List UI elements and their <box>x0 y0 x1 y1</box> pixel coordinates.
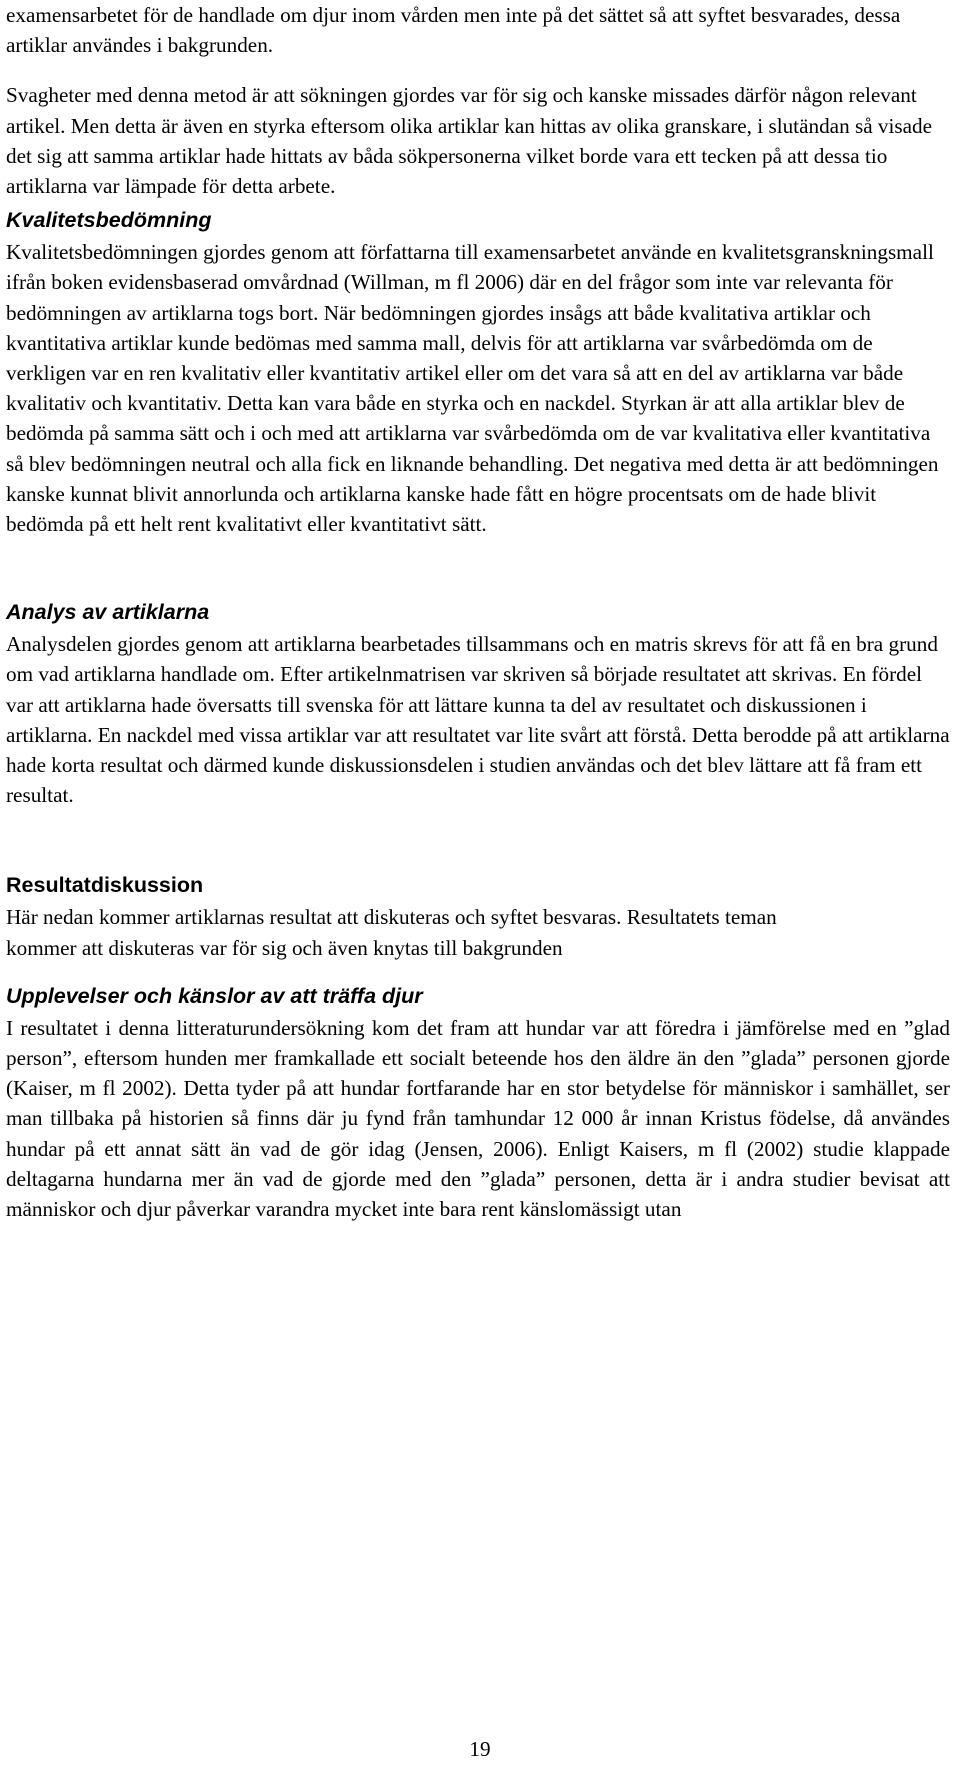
paragraph-intro: examensarbetet för de handlade om djur inom vården men inte på det sättet så att syftet besvarades, dessa artiklar användes i bakgrunden. <box>6 3 901 58</box>
paragraph-svagheter: Svagheter med denna metod är att sökningen gjordes var för sig och kanske missades därför någon relevant artikel. Men detta är även en styrka eftersom olika artiklar kan hittas av olika granskare, i slutändan så visade det sig att samma artiklar hade hittats av båda sökpersonerna vilket borde vara ett tecken på att dessa tio artiklarna var lämpade för detta arbete. <box>6 83 933 199</box>
paragraph-resultat: Här nedan kommer artiklarnas resultat att diskuteras och syftet besvaras. Resultatets teman kommer att diskuteras var för sig och även knytas till bakgrunden <box>6 905 777 960</box>
document-page <box>6 0 950 1224</box>
heading-analys: Analys av artiklarna <box>6 600 210 625</box>
heading-upplevelser: Upplevelser och känslor av att träffa djur <box>6 983 423 1008</box>
paragraph-upplevelser: I resultatet i denna litteraturundersökning kom det fram att hundar var att föredra i jämförelse med en ”glad person”, eftersom hunden mer framkallade ett socialt beteende hos den äldre än den ”glada” personen gjorde (Kaiser, m fl 2002). Detta tyder på att hundar fortfarande har en stor betydelse för människor i samhället, ser man tillbaka på historien så finns där ju fynd från tamhundar 12 000 år innan Kristus födelse, då användes hundar på ett annat sätt än vad de gör idag (Jensen, 2006). Enligt Kaisers, m fl (2002) studie klappade deltagarna hundarna mer än vad de gjorde med den ”glada” personen, detta är i andra studier bevisat att människor och djur påverkar varandra mycket inte bara rent känslomässigt utan <box>6 1015 950 1222</box>
paragraph-kvalitetsbedomning: Kvalitetsbedömningen gjordes genom att författarna till examensarbetet använde en kvalitetsgranskningsmall ifrån boken evidensbaserad omvårdnad (Willman, m fl 2006) där en del frågor som inte var relevanta för bedömningen av artiklarna togs bort. När bedömningen gjordes insågs att både kvalitativa artiklar och kvantitativa artiklar kunde bedömas med samma mall, delvis för att artiklarna var svårbedömda om de verkligen var en ren kvalitativ eller kvantitativ artikel eller om det vara så att en del av artiklarna var både kvalitativ och kvantitativ. Detta kan vara både en styrka och en nackdel. Styrkan är att alla artiklar blev de bedömda på samma sätt och i och med att artiklarna var svårbedömda om de var kvalitativa eller kvantitativa så blev bedömningen neutral och alla fick en liknande behandling. Det negativa med detta är att bedömningen kanske kunnat blivit annorlunda och artiklarna kanske hade fått en högre procentsats om de hade blivit bedömda på ett helt rent kvalitativt eller kvantitativt sätt. <box>6 240 939 537</box>
heading-kvalitetsbedomning: Kvalitetsbedömning <box>6 208 212 233</box>
page-number: 19 <box>469 1737 491 1761</box>
paragraph-analys: Analysdelen gjordes genom att artiklarna bearbetades tillsammans och en matris skrevs för att få en bra grund om vad artiklarna handlade om. Efter artikelnmatrisen var skriven så började resultatet att skrivas. En fördel var att artiklarna hade översatts till svenska för att lättare kunna ta del av resultatet och diskussionen i artiklarna. En nackdel med vissa artiklar var att resultatet var lite svårt att förstå. Detta berodde på att artiklarna hade korta resultat och därmed kunde diskussionsdelen i studien användas och det blev lättare att få fram ett resultat. <box>6 632 950 808</box>
heading-resultatdiskussion: Resultatdiskussion <box>6 873 204 898</box>
